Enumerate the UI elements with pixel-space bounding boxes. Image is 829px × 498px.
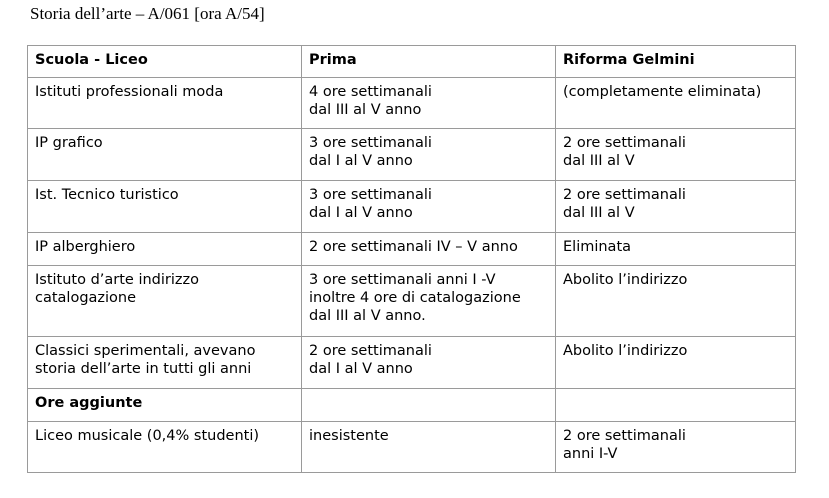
cell-prima: 2 ore settimanali IV – V anno <box>302 233 556 266</box>
table-header-row <box>28 46 796 78</box>
table-row <box>28 337 796 389</box>
cell-prima <box>302 389 556 422</box>
table-section-row <box>28 389 796 422</box>
header-scuola-liceo: Scuola - Liceo <box>28 46 302 78</box>
header-prima: Prima <box>302 46 556 78</box>
cell-riforma: (completamente eliminata) <box>556 78 796 129</box>
cell-prima: 4 ore settimanali dal III al V anno <box>302 78 556 129</box>
section-label: Ore aggiunte <box>28 389 302 422</box>
cell-riforma: Eliminata <box>556 233 796 266</box>
cell-riforma: 2 ore settimanali dal III al V <box>556 181 796 233</box>
comparison-table <box>27 45 796 473</box>
cell-prima: 2 ore settimanali dal I al V anno <box>302 337 556 389</box>
cell-riforma: Abolito l’indirizzo <box>556 337 796 389</box>
cell-scuola: Ist. Tecnico turistico <box>28 181 302 233</box>
table-row <box>28 233 796 266</box>
cell-scuola: Liceo musicale (0,4% studenti) <box>28 422 302 473</box>
cell-scuola: IP alberghiero <box>28 233 302 266</box>
cell-prima: 3 ore settimanali anni I -V inoltre 4 ore di catalogazione dal III al V anno. <box>302 266 556 337</box>
cell-scuola: Classici sperimentali, avevano storia dell’arte in tutti gli anni <box>28 337 302 389</box>
table-row <box>28 266 796 337</box>
cell-prima: 3 ore settimanali dal I al V anno <box>302 181 556 233</box>
table-row <box>28 181 796 233</box>
document-title: Storia dell’arte – A/061 [ora A/54] <box>30 4 265 23</box>
cell-riforma: 2 ore settimanali dal III al V <box>556 129 796 181</box>
cell-riforma <box>556 389 796 422</box>
cell-scuola: Istituti professionali moda <box>28 78 302 129</box>
table-row <box>28 78 796 129</box>
cell-riforma: 2 ore settimanali anni I-V <box>556 422 796 473</box>
header-riforma-gelmini: Riforma Gelmini <box>556 46 796 78</box>
cell-scuola: IP grafico <box>28 129 302 181</box>
cell-riforma: Abolito l’indirizzo <box>556 266 796 337</box>
table-row <box>28 129 796 181</box>
cell-scuola: Istituto d’arte indirizzo catalogazione <box>28 266 302 337</box>
cell-prima: inesistente <box>302 422 556 473</box>
table-row <box>28 422 796 473</box>
cell-prima: 3 ore settimanali dal I al V anno <box>302 129 556 181</box>
